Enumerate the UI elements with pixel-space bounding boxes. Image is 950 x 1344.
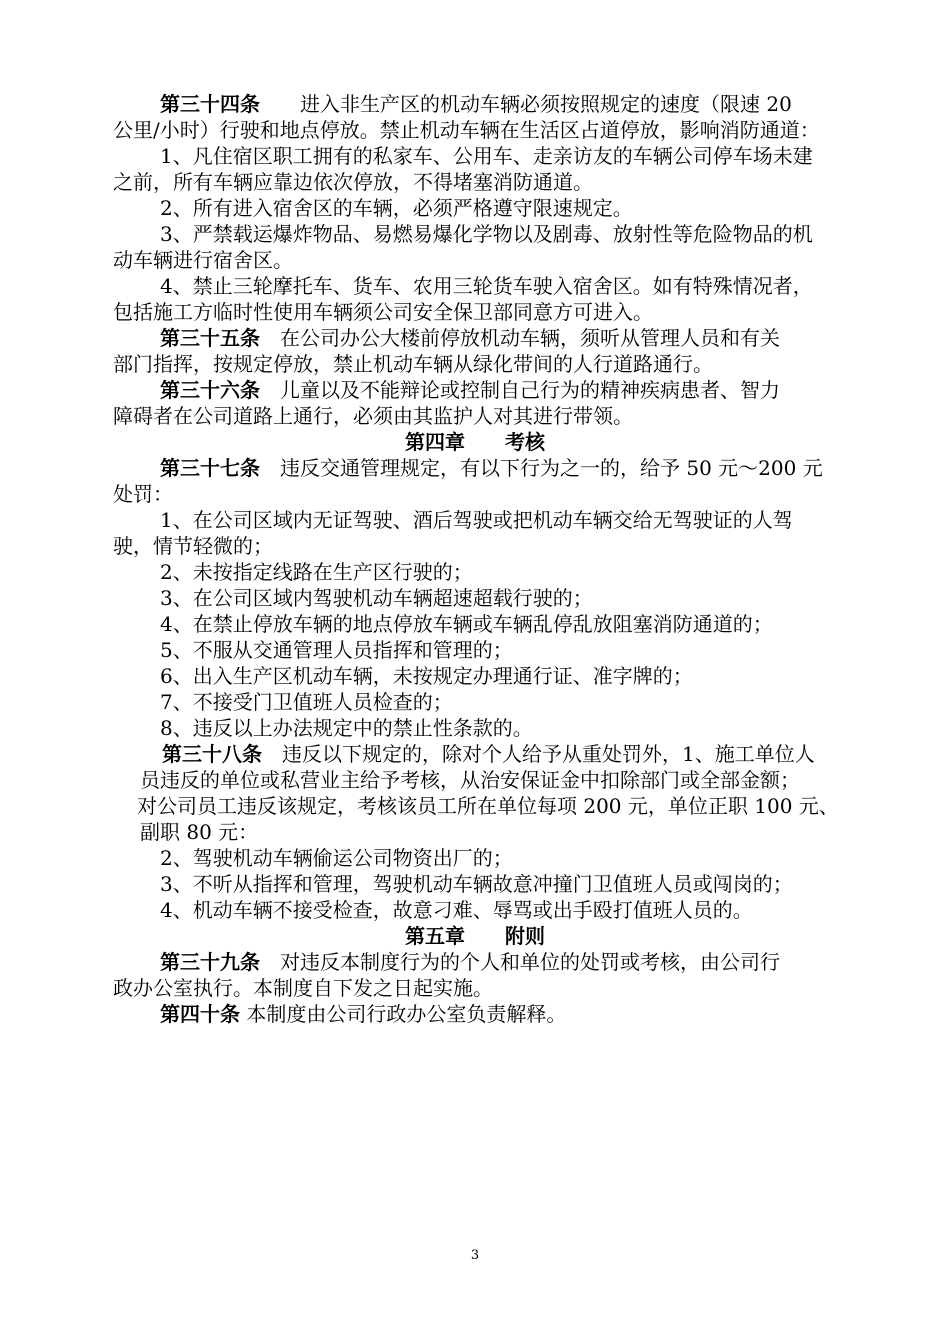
article-35-line-1: 第三十五条 在公司办公大楼前停放机动车辆，须听从管理人员和有关 xyxy=(160,326,780,350)
article-37-line-2: 处罚： xyxy=(113,482,173,506)
article-39-line-1: 第三十九条 对违反本制度行为的个人和单位的处罚或考核，由公司行 xyxy=(160,950,780,974)
article-34-item-4b: 包括施工方临时性使用车辆须公司安全保卫部同意方可进入。 xyxy=(113,300,653,324)
article-38-line-4: 副职 80 元： xyxy=(140,820,259,844)
article-36-line-2: 障碍者在公司道路上通行，必须由其监护人对其进行带领。 xyxy=(113,404,633,428)
article-37-item-3: 3、在公司区域内驾驶机动车辆超速超载行驶的； xyxy=(160,586,593,610)
article-40-line-1: 第四十条 本制度由公司行政办公室负责解释。 xyxy=(160,1002,567,1026)
article-37-item-6: 6、出入生产区机动车辆，未按规定办理通行证、准字牌的； xyxy=(160,664,693,688)
article-34-item-1a: 1、凡住宿区职工拥有的私家车、公用车、走亲访友的车辆公司停车场未建 xyxy=(160,144,813,168)
article-34-item-1b: 之前，所有车辆应靠边依次停放，不得堵塞消防通道。 xyxy=(113,170,593,194)
article-39-title: 第三十九条 xyxy=(160,950,260,974)
article-36-line-1: 第三十六条 儿童以及不能辩论或控制自己行为的精神疾病患者、智力 xyxy=(160,378,780,402)
article-38-title: 第三十八条 xyxy=(162,742,262,766)
article-37-item-8: 8、违反以上办法规定中的禁止性条款的。 xyxy=(160,716,533,740)
article-34-item-3b: 动车辆进行宿舍区。 xyxy=(113,248,293,272)
article-37-line-1: 第三十七条 违反交通管理规定，有以下行为之一的，给予 50 元～200 元 xyxy=(160,456,823,480)
page-number: 3 xyxy=(470,1248,480,1263)
article-34-item-2: 2、所有进入宿舍区的车辆，必须严格遵守限速规定。 xyxy=(160,196,633,220)
article-39-line-2: 政办公室执行。本制度自下发之日起实施。 xyxy=(113,976,493,1000)
chapter-4-heading: 第四章 考核 xyxy=(405,430,545,454)
article-40-title: 第四十条 xyxy=(160,1002,240,1026)
chapter-5-heading: 第五章 附则 xyxy=(405,924,545,948)
article-37-item-5: 5、不服从交通管理人员指挥和管理的； xyxy=(160,638,513,662)
article-38-line-1: 第三十八条 违反以下规定的，除对个人给予从重处罚外，1、施工单位人 xyxy=(162,742,815,766)
article-37-title: 第三十七条 xyxy=(160,456,260,480)
article-38-item-3: 3、不听从指挥和管理，驾驶机动车辆故意冲撞门卫值班人员或闯岗的； xyxy=(160,872,793,896)
article-37-item-1a: 1、在公司区域内无证驾驶、酒后驾驶或把机动车辆交给无驾驶证的人驾 xyxy=(160,508,793,532)
article-37-item-4: 4、在禁止停放车辆的地点停放车辆或车辆乱停乱放阻塞消防通道的； xyxy=(160,612,773,636)
article-36-title: 第三十六条 xyxy=(160,378,260,402)
article-35-title: 第三十五条 xyxy=(160,326,260,350)
article-34-item-3a: 3、严禁载运爆炸物品、易燃易爆化学物以及剧毒、放射性等危险物品的机 xyxy=(160,222,813,246)
article-34-line-1: 第三十四条 进入非生产区的机动车辆必须按照规定的速度（限速 20 xyxy=(160,92,792,116)
article-38-item-4: 4、机动车辆不接受检查，故意刁难、辱骂或出手殴打值班人员的。 xyxy=(160,898,753,922)
article-37-item-1b: 驶，情节轻微的； xyxy=(113,534,273,558)
article-34-item-4a: 4、禁止三轮摩托车、货车、农用三轮货车驶入宿舍区。如有特殊情况者， xyxy=(160,274,813,298)
article-35-line-2: 部门指挥，按规定停放，禁止机动车辆从绿化带间的人行道路通行。 xyxy=(113,352,713,376)
article-34-line-2: 公里/小时）行驶和地点停放。禁止机动车辆在生活区占道停放，影响消防通道： xyxy=(113,118,820,142)
article-38-line-3: 对公司员工违反该规定，考核该员工所在单位每项 200 元，单位正职 100 元、 xyxy=(137,794,839,818)
article-38-line-2: 员违反的单位或私营业主给予考核，从治安保证金中扣除部门或全部金额； xyxy=(140,768,800,792)
article-38-item-2: 2、驾驶机动车辆偷运公司物资出厂的； xyxy=(160,846,513,870)
article-37-item-2: 2、未按指定线路在生产区行驶的； xyxy=(160,560,473,584)
article-37-item-7: 7、不接受门卫值班人员检查的； xyxy=(160,690,453,714)
article-34-title: 第三十四条 xyxy=(160,92,260,116)
